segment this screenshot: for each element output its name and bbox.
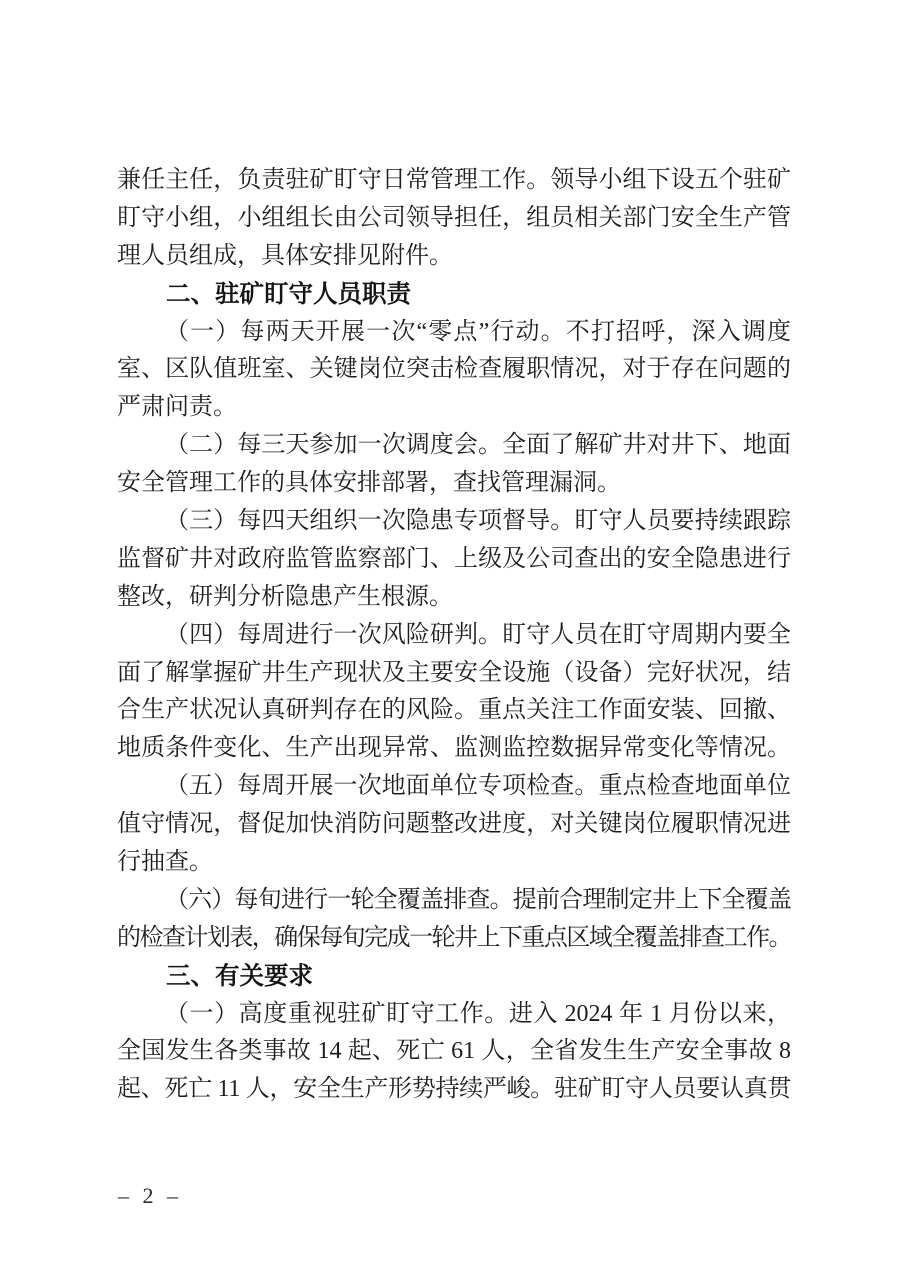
para-duty-5-surface-inspection-line-2: 值守情况，督促加快消防问题整改进度，对关键岗位履职情况进 [117,811,791,838]
para-duty-5-surface-inspection-line-1: （五）每周开展一次地面单位专项检查。重点检查地面单位 [165,773,791,800]
para-requirement-1-accident-stats-line-3: 起、死亡 11 人，安全生产形势持续严峻。驻矿盯守人员要认真贯 [117,1076,792,1103]
para-duty-3-hazard-supervision-line-2: 监督矿井对政府监管监察部门、上级及公司查出的安全隐患进行 [117,545,791,572]
para-duty-4-risk-analysis-line-4: 地质条件变化、生产出现异常、监测监控数据异常变化等情况。 [117,735,791,762]
para-duty-2-dispatch-meeting-line-1: （二）每三天参加一次调度会。全面了解矿井对井下、地面 [165,432,791,459]
para-duty-4-risk-analysis-line-1: （四）每周进行一次风险研判。盯守人员在盯守周期内要全 [165,621,791,648]
para-duty-1-zero-point-action-line-3: 严肃问责。 [117,394,237,421]
para-duty-3-hazard-supervision-line-1: （三）每四天组织一次隐患专项督导。盯守人员要持续跟踪 [165,508,791,535]
para-duty-4-risk-analysis-line-3: 合生产状况认真研判存在的风险。重点关注工作面安装、回撤、 [117,697,791,724]
document-body [117,162,791,1109]
para-requirement-1-accident-stats-line-2: 全国发生各类事故 14 起、死亡 61 人，全省发生生产安全事故 8 [117,1038,791,1065]
para-leading-group-line-2: 盯守小组，小组组长由公司领导担任，组员相关部门安全生产管 [117,204,791,231]
para-requirement-1-accident-stats-line-1: （一）高度重视驻矿盯守工作。进入 2024 年 1 月份以来， [165,1000,791,1027]
para-duty-1-zero-point-action-line-1: （一）每两天开展一次“零点”行动。不打招呼，深入调度 [165,318,791,345]
para-duty-6-full-coverage-check-line-1: （六）每旬进行一轮全覆盖排查。提前合理制定井上下全覆盖 [165,886,791,913]
para-duty-6-full-coverage-check-line-2: 的检查计划表，确保每旬完成一轮井上下重点区域全覆盖排查工作。 [117,924,791,951]
para-leading-group-line-3: 理人员组成，具体安排见附件。 [117,242,453,269]
heading-section-2-duties: 二、驻矿盯守人员职责 [166,280,411,308]
para-duty-5-surface-inspection-line-3: 行抽查。 [117,849,213,876]
page-number: – 2 – [118,1183,182,1208]
para-duty-2-dispatch-meeting-line-2: 安全管理工作的具体安排部署，查找管理漏洞。 [117,470,621,497]
para-duty-3-hazard-supervision-line-3: 整改，研判分析隐患产生根源。 [117,583,453,610]
heading-section-3-requirements: 三、有关要求 [166,962,313,990]
para-duty-1-zero-point-action-line-2: 室、区队值班室、关键岗位突击检查履职情况，对于存在问题的 [117,356,791,383]
para-leading-group-line-1: 兼任主任，负责驻矿盯守日常管理工作。领导小组下设五个驻矿 [117,167,791,193]
para-duty-4-risk-analysis-line-2: 面了解掌握矿井生产现状及主要安全设施（设备）完好状况，结 [117,659,791,686]
